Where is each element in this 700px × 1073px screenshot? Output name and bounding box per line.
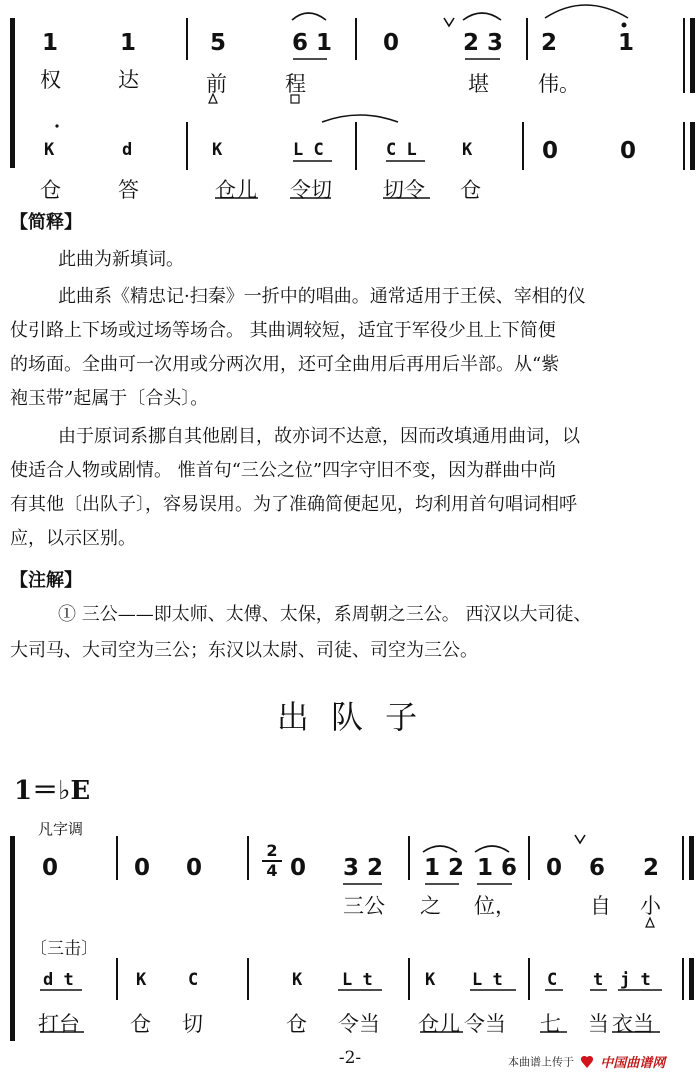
- note: 5: [210, 30, 227, 56]
- perc-note: 0: [620, 138, 637, 164]
- perc-note: K: [292, 970, 303, 990]
- lyric: 自: [590, 894, 611, 918]
- watermark-text: 本曲谱上传于: [508, 1055, 574, 1069]
- perc-lyric: 仓儿: [215, 178, 257, 202]
- note: 1 6: [477, 855, 518, 881]
- perc-lyric: 衣当: [612, 1012, 654, 1036]
- note: 1: [120, 30, 137, 56]
- perc-lyric: 打台: [38, 1012, 80, 1036]
- perc-lyric: 七: [540, 1012, 561, 1036]
- perc-lyric: 切: [182, 1012, 203, 1036]
- note: 6 1: [292, 30, 333, 56]
- site-name: 中国曲谱网: [600, 1056, 666, 1071]
- perc-lyric: 切令: [383, 178, 425, 202]
- perc-note: K: [44, 140, 55, 160]
- perc-note: K: [212, 140, 223, 160]
- brief-paragraph: 此曲系《精忠记·扫秦》一折中的唱曲。通常适用于王侯、宰相的仪: [58, 286, 586, 307]
- perc-lyric: 仓: [40, 178, 61, 202]
- barline: [683, 18, 685, 93]
- mode-label: 凡字调: [38, 820, 84, 838]
- perc-note: t: [593, 970, 604, 990]
- note: 1 2: [424, 855, 465, 881]
- barline: [116, 836, 118, 880]
- note: 2: [643, 855, 660, 881]
- barline: [408, 836, 410, 880]
- note: 2: [541, 30, 558, 56]
- note: 1: [618, 30, 635, 56]
- percussion-label: 〔三击〕: [30, 939, 98, 959]
- barline: [408, 958, 410, 1000]
- brief-paragraph: 袍玉带”起属于〔合头〕。: [10, 388, 209, 409]
- brief-paragraph: 此曲为新填词。: [58, 249, 184, 270]
- barline: [355, 122, 357, 170]
- brief-paragraph: 有其他〔出队子〕，容易误用。为了准确简便起见，均利用首句唱词相呼: [10, 494, 577, 515]
- perc-note: L t: [342, 970, 373, 990]
- perc-note: C: [547, 970, 558, 990]
- piece-title: 出 队 子: [276, 698, 424, 736]
- time-signature-bottom: 4: [266, 861, 278, 880]
- barline-end: [689, 836, 694, 880]
- lyric: 堪: [468, 72, 489, 96]
- perc-note: L C: [293, 140, 324, 160]
- barline: [528, 836, 530, 880]
- lyric: 之: [420, 894, 441, 918]
- lyric: 前: [206, 72, 227, 96]
- lyric: 程: [285, 72, 306, 96]
- brief-paragraph: 的场面。全曲可一次用或分两次用，还可全曲用后再用后半部。从“紫: [10, 354, 560, 375]
- note: 0: [546, 855, 563, 881]
- barline: [522, 122, 524, 170]
- barline: [528, 958, 530, 1000]
- perc-lyric: 仓: [130, 1012, 151, 1036]
- perc-note: K: [136, 970, 147, 990]
- lyric: 位，: [474, 894, 516, 918]
- perc-note: L t: [472, 970, 503, 990]
- system-bracket: [10, 18, 15, 168]
- perc-lyric: 答: [118, 178, 139, 202]
- perc-lyric: 当: [588, 1012, 609, 1036]
- watermark: [508, 1051, 665, 1071]
- barline: [526, 18, 528, 60]
- note-paragraph: ① 三公——即太师、太傅、太保，系周朝之三公。 西汉以大司徒、: [58, 604, 592, 625]
- barline: [186, 122, 188, 170]
- perc-note: d t: [43, 970, 74, 990]
- barline: [683, 122, 685, 170]
- note: 0: [383, 30, 400, 56]
- perc-lyric: 仓: [286, 1012, 307, 1036]
- perc-note: C: [188, 970, 199, 990]
- note: 3 2: [343, 855, 384, 881]
- note: 0: [42, 855, 59, 881]
- barline: [682, 958, 684, 1000]
- note: 6: [589, 855, 606, 881]
- perc-lyric: 令切: [290, 178, 332, 202]
- lyric: 达: [118, 68, 139, 92]
- lyric: 伟。: [538, 72, 580, 96]
- lyric: 权: [40, 68, 61, 92]
- barline: [186, 18, 188, 60]
- barline-end: [689, 958, 694, 1000]
- brief-paragraph: 仗引路上下场或过场等场合。 其曲调较短，适宜于军役少且上下简便: [10, 320, 556, 341]
- barline: [116, 958, 118, 1000]
- page-number: -2-: [338, 1048, 362, 1068]
- perc-lyric: 令当: [338, 1012, 380, 1036]
- perc-note: K: [425, 970, 436, 990]
- brief-paragraph: 由于原词系挪自其他剧目，故亦词不达意，因而改填通用曲词，以: [58, 426, 580, 447]
- key-signature: 1＝♭E: [14, 776, 91, 806]
- barline: [355, 18, 357, 60]
- note-paragraph: 大司马、大司空为三公；东汉以太尉、司徒、司空为三公。: [10, 640, 478, 661]
- time-signature-top: 2: [262, 842, 282, 862]
- note: 2 3: [463, 30, 504, 56]
- perc-note: K: [462, 140, 473, 160]
- perc-note: C L: [386, 140, 417, 160]
- perc-note: 0: [542, 138, 559, 164]
- lyric: 三公: [343, 894, 385, 918]
- barline: [682, 836, 684, 880]
- note: 0: [186, 855, 203, 881]
- perc-lyric: 仓儿: [418, 1012, 460, 1036]
- barline: [247, 836, 249, 880]
- system-bracket: [10, 836, 15, 1041]
- brief-paragraph: 应，以示区别。: [10, 528, 136, 549]
- perc-note: j t: [620, 970, 651, 990]
- perc-lyric: 仓: [460, 178, 481, 202]
- note: 1: [42, 30, 59, 56]
- barline-end: [690, 122, 695, 170]
- barline: [247, 958, 249, 1000]
- note: 0: [134, 855, 151, 881]
- barline-end: [690, 18, 695, 93]
- brief-heading: 【简释】: [10, 212, 82, 233]
- perc-lyric: 令当: [464, 1012, 506, 1036]
- perc-note: d: [122, 140, 133, 160]
- note-heading: 【注解】: [10, 570, 82, 591]
- time-signature: [262, 842, 282, 880]
- site-logo-icon: [579, 1055, 595, 1069]
- lyric: 小: [640, 894, 661, 918]
- note: 0: [290, 855, 307, 881]
- brief-paragraph: 使适合人物或剧情。 惟首句“三公之位”四字守旧不变，因为群曲中尚: [10, 460, 557, 481]
